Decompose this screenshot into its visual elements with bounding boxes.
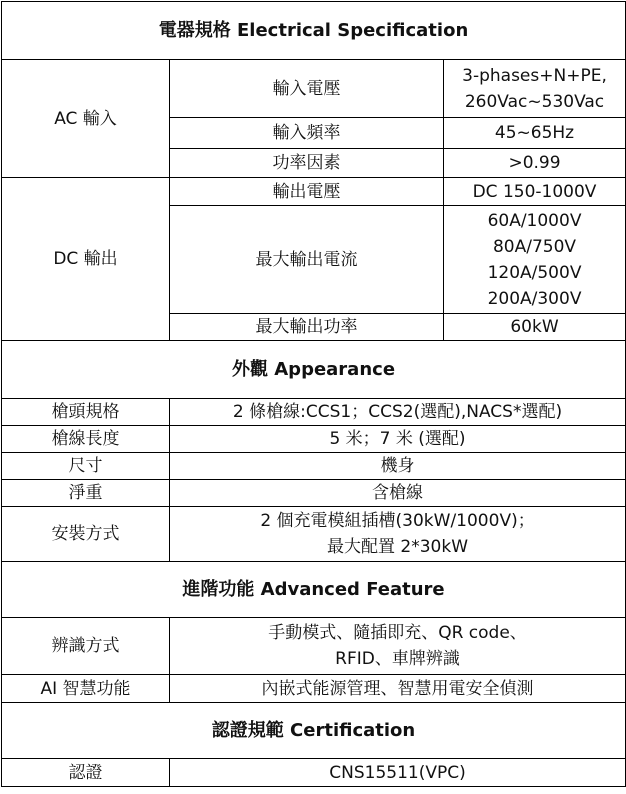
identification-label: 辨識方式 xyxy=(2,618,170,675)
connector-spec-value: 2 條槍線:CCS1；CCS2(選配),NACS*選配) xyxy=(170,399,626,426)
power-factor-label: 功率因素 xyxy=(170,149,444,178)
ac-input-group-label: AC 輸入 xyxy=(2,60,170,178)
max-output-current-label: 最大輸出電流 xyxy=(170,206,444,314)
installation-label: 安裝方式 xyxy=(2,507,170,562)
input-frequency-value: 45~65Hz xyxy=(444,118,626,149)
dimensions-value: 機身 xyxy=(170,453,626,480)
input-frequency-label: 輸入頻率 xyxy=(170,118,444,149)
net-weight-label: 淨重 xyxy=(2,480,170,507)
output-voltage-label: 輸出電壓 xyxy=(170,178,444,206)
net-weight-value: 含槍線 xyxy=(170,480,626,507)
identification-value: 手動模式、隨插即充、QR code、 RFID、車牌辨識 xyxy=(170,618,626,675)
input-voltage-label: 輸入電壓 xyxy=(170,60,444,118)
ai-features-value: 內嵌式能源管理、智慧用電安全偵測 xyxy=(170,675,626,703)
input-voltage-value: 3-phases+N+PE, 260Vac~530Vac xyxy=(444,60,626,118)
dc-output-group-label: DC 輸出 xyxy=(2,178,170,341)
output-voltage-value: DC 150-1000V xyxy=(444,178,626,206)
section-certification-header: 認證規範 Certification xyxy=(2,703,626,759)
cable-length-label: 槍線長度 xyxy=(2,426,170,453)
max-output-power-value: 60kW xyxy=(444,314,626,341)
max-output-power-label: 最大輸出功率 xyxy=(170,314,444,341)
ai-features-label: AI 智慧功能 xyxy=(2,675,170,703)
dimensions-label: 尺寸 xyxy=(2,453,170,480)
section-electrical-header: 電器規格 Electrical Specification xyxy=(2,2,626,60)
certification-value: CNS15511(VPC) xyxy=(170,759,626,787)
specification-table xyxy=(1,1,626,787)
certification-label: 認證 xyxy=(2,759,170,787)
connector-spec-label: 槍頭規格 xyxy=(2,399,170,426)
max-output-current-value: 60A/1000V 80A/750V 120A/500V 200A/300V xyxy=(444,206,626,314)
section-appearance-header: 外觀 Appearance xyxy=(2,341,626,399)
power-factor-value: >0.99 xyxy=(444,149,626,178)
section-advanced-header: 進階功能 Advanced Feature xyxy=(2,562,626,618)
installation-value: 2 個充電模組插槽(30kW/1000V)； 最大配置 2*30kW xyxy=(170,507,626,562)
cable-length-value: 5 米；7 米 (選配) xyxy=(170,426,626,453)
